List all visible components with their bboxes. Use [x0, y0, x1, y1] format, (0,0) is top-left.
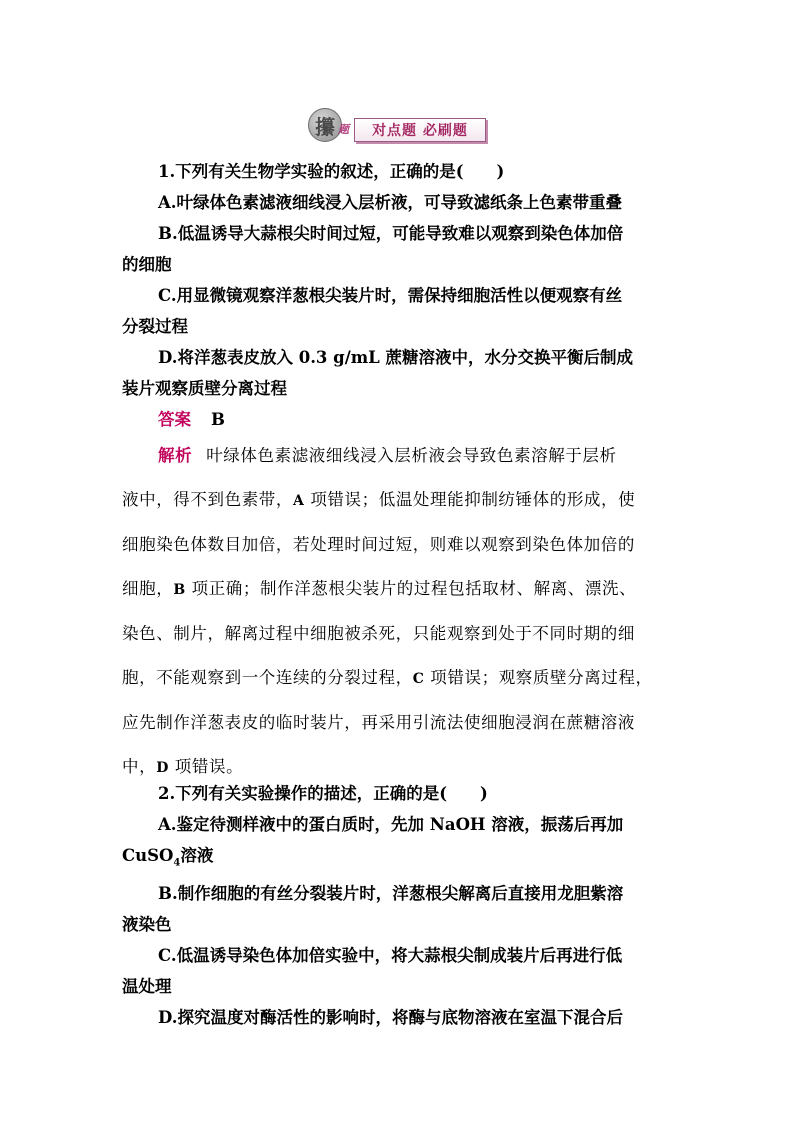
question-1-stem: 1.下列有关生物学实验的叙述，正确的是( ): [158, 162, 505, 181]
question-2-option-c-cont: 温处理: [122, 977, 172, 997]
explanation-line-5: 染色、制片，解离过程中细胞被杀死，只能观察到处于不同时期的细: [122, 624, 635, 643]
question-2-option-d: D.探究温度对酶活性的影响时，将酶与底物溶液在室温下混合后: [158, 1008, 623, 1028]
question-2-option-b: B.制作细胞的有丝分裂装片时，洋葱根尖解离后直接用龙胆紫溶: [158, 884, 624, 904]
explanation-line-6: 胞，不能观察到一个连续的分裂过程，C 项错误；观察质壁分离过程，: [122, 668, 653, 687]
explanation-line-4: 细胞，B 项正确；制作洋葱根尖装片的过程包括取材、解离、漂洗、: [122, 579, 637, 598]
answer-label: 答案: [158, 410, 191, 429]
section-badge-icon: 攥: [308, 108, 342, 142]
section-badge-tag: 题: [338, 123, 349, 136]
question-1-option-c: C.用显微镜观察洋葱根尖装片时，需保持细胞活性以便观察有丝: [158, 286, 623, 305]
answer-value: B: [211, 410, 225, 429]
question-1-option-a: A.叶绿体色素滤液细线浸入层析液，可导致滤纸条上色素带重叠: [158, 193, 623, 212]
section-badge-label: 对点题 必刷题: [354, 118, 486, 142]
explanation-label: 解析: [158, 446, 193, 465]
question-1-option-b-cont: 的细胞: [122, 255, 172, 274]
explanation: [122, 434, 678, 790]
explanation-line-8: 中，D 项错误。: [122, 757, 244, 776]
question-2-option-a: A.鉴定待测样液中的蛋白质时，先加 NaOH 溶液，振荡后再加: [158, 815, 624, 834]
question-1-option-b: B.低温诱导大蒜根尖时间过短，可能导致难以观察到染色体加倍: [158, 224, 624, 243]
explanation-line-7: 应先制作洋葱表皮的临时装片，再采用引流法使细胞浸润在蔗糖溶液: [122, 713, 635, 732]
question-1: [122, 156, 678, 435]
explanation-line-3: 细胞染色体数目加倍，若处理时间过短，则难以观察到染色体加倍的: [122, 535, 635, 554]
question-1-option-d: D.将洋葱表皮放入 0.3 g/mL 蔗糖溶液中，水分交换平衡后制成: [158, 348, 634, 367]
question-2: [122, 778, 678, 1033]
question-2-option-c: C.低温诱导染色体加倍实验中，将大蒜根尖制成装片后再进行低: [158, 946, 623, 966]
question-2-option-a-cont: CuSO$_4$溶液: [122, 846, 214, 869]
explanation-line-1: 解析 叶绿体色素滤液细线浸入层析液会导致色素溶解于层析: [158, 446, 617, 465]
question-1-option-d-cont: 装片观察质壁分离过程: [122, 379, 287, 398]
question-1-answer: [122, 404, 678, 435]
question-2-stem: 2.下列有关实验操作的描述，正确的是( ): [158, 784, 488, 803]
question-1-option-c-cont: 分裂过程: [122, 317, 188, 336]
explanation-line-2: 液中，得不到色素带，A 项错误；低温处理能抑制纺锤体的形成，使: [122, 490, 636, 509]
question-2-option-b-cont: 液染色: [122, 915, 172, 935]
